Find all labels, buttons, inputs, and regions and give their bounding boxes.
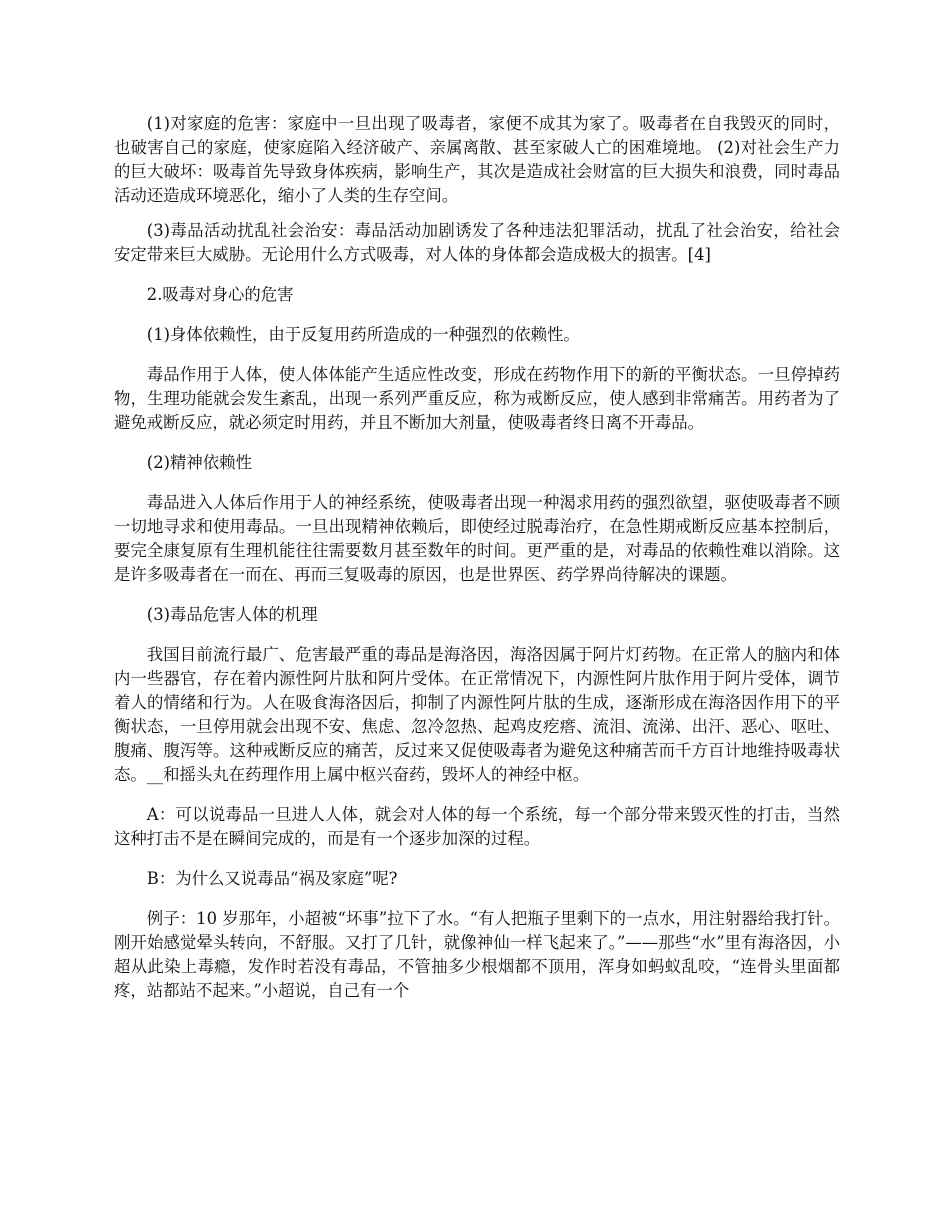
paragraph-physical-dependence: 毒品作用于人体，使人体体能产生适应性改变，形成在药物作用下的新的平衡状态。一旦停掉药物，生理功能就会发生紊乱，出现一系列严重反应，称为戒断反应，使人感到非常痛苦。用药者为了避免戒断反应，就必须定时用药，并且不断加大剂量，使吸毒者终日离不开毒品。	[114, 365, 840, 432]
paragraph-psychological-dependence: 毒品进入人体后作用于人的神经系统，使吸毒者出现一种渴求用药的强烈欲望，驱使吸毒者不顾一切地寻求和使用毒品。一旦出现精神依赖后，即使经过脱毒治疗，在急性期戒断反应基本控制后，要完全康复原有生理机能往往需要数月甚至数年的时间。更严重的是，对毒品的依赖性难以消除。这是许多吸毒者在一而在、再而三复吸毒的原因，也是世界医、药学界尚待解决的课题。	[114, 493, 840, 584]
subheading-mechanism: (3)毒品危害人体的机理	[146, 605, 318, 624]
paragraph-family-and-productivity-harm: (1)对家庭的危害：家庭中一旦出现了吸毒者，家便不成其为家了。吸毒者在自我毁灭的同时，也破害自己的家庭，使家庭陷入经济破产、亲属离散、甚至家破人亡的困难境地。 (2)对社会生产力的巨大破坏：吸毒首先导致身体疾病，影响生产，其次是造成社会财富的巨大损失和浪费，同时毒品活动还造成环境恶化，缩小了人类的生存空间。	[114, 114, 840, 205]
document-page	[114, 112, 840, 1015]
paragraph-example: 例子：10 岁那年，小超被“坏事”拉下了水。“有人把瓶子里剩下的一点水，用注射器给我打针。刚开始感觉晕头转向，不舒服。又打了几针，就像神仙一样飞起来了。”——那些“水”里有海洛因，小超从此染上毒瘾，发作时若没有毒品，不管抽多少根烟都不顶用，浑身如蚂蚁乱咬，“连骨头里面都疼，站都站不起来。”小超说，自己有一个	[114, 909, 840, 1000]
section-heading-body-mind-harm: 2.吸毒对身心的危害	[146, 285, 294, 304]
paragraph-social-order-harm: (3)毒品活动扰乱社会治安：毒品活动加剧诱发了各种违法犯罪活动，扰乱了社会治安，给社会安定带来巨大威胁。无论用什么方式吸毒，对人体的身体都会造成极大的损害。[4]	[114, 221, 840, 264]
paragraph-answer-a: A：可以说毒品一旦进人人体，就会对人体的每一个系统，每一个部分带来毁灭性的打击，当然这种打击不是在瞬间完成的，而是有一个逐步加深的过程。	[114, 805, 840, 848]
subheading-physical-dependence: (1)身体依赖性，由于反复用药所造成的一种强烈的依赖性。	[146, 325, 580, 344]
paragraph-mechanism: 我国目前流行最广、危害最严重的毒品是海洛因，海洛因属于阿片灯药物。在正常人的脑内和体内一些器官，存在着内源性阿片肽和阿片受体。在正常情况下，内源性阿片肽作用于阿片受体，调节着人的情绪和行为。人在吸食海洛因后，抑制了内源性阿片肽的生成，逐渐形成在海洛因作用下的平衡状态，一旦停用就会出现不安、焦虑、忽冷忽热、起鸡皮疙瘩、流泪、流涕、出汗、恶心、呕吐、腹痛、腹泻等。这种戒断反应的痛苦，反过来又促使吸毒者为避免这种痛苦而千方百计地维持吸毒状态。__和摇头丸在药理作用上属中枢兴奋药，毁坏人的神经中枢。	[114, 645, 840, 784]
subheading-psychological-dependence: (2)精神依赖性	[146, 453, 252, 472]
paragraph-question-b: B：为什么又说毒品“祸及家庭”呢?	[146, 869, 398, 888]
